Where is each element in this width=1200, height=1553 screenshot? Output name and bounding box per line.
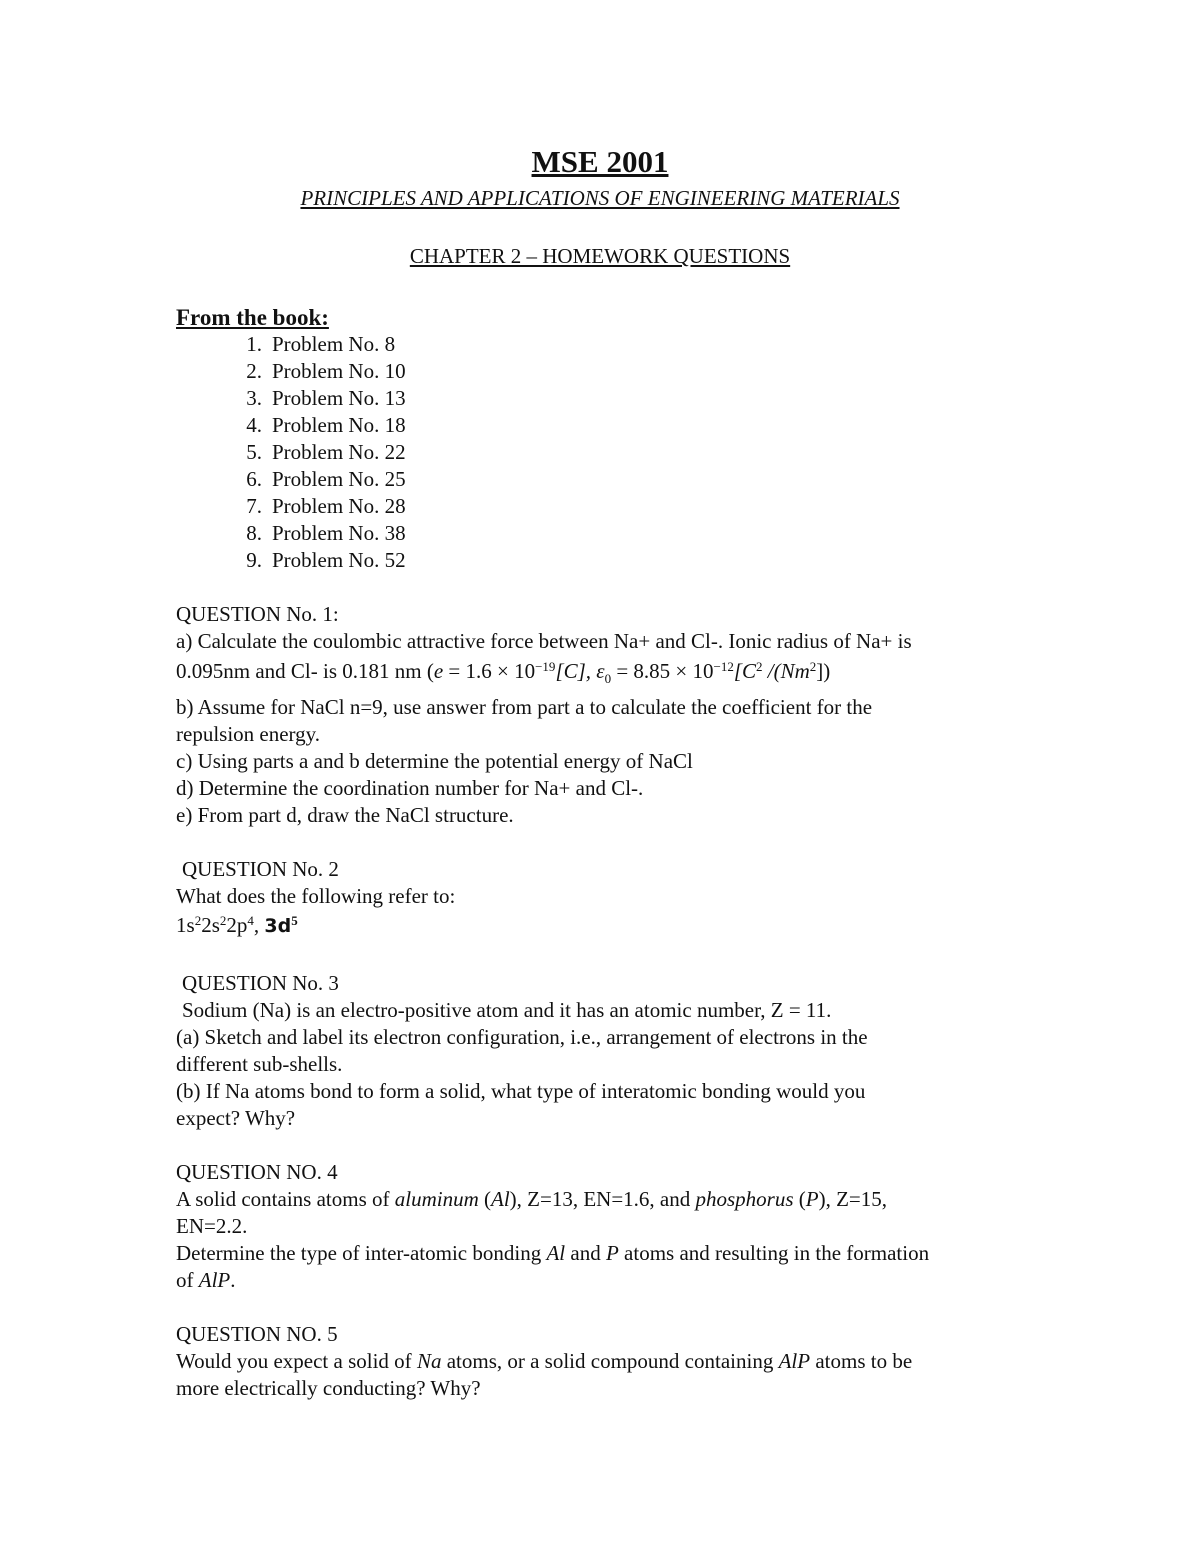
list-item: 6. Problem No. 25 [246, 467, 406, 491]
question-text: more electrically conducting? Why? [176, 1376, 481, 1400]
electron-configuration: $1s^22s^22p^4$, $3d^5$ [176, 912, 298, 937]
question-text: Would you expect a solid of Na atoms, or a solid compound containing AlP atoms to be [176, 1349, 913, 1373]
formula-variable: ε [596, 659, 605, 683]
question-heading: QUESTION No. 2 [182, 857, 339, 881]
question-heading: QUESTION No. 1: [176, 602, 339, 626]
question-text: d) Determine the coordination number for Na+ and Cl-. [176, 776, 644, 800]
question-text: b) Assume for NaCl n=9, use answer from part a to calculate the coefficient for the [176, 695, 873, 719]
list-item: 2. Problem No. 10 [246, 359, 406, 383]
question-text: e) From part d, draw the NaCl structure. [176, 803, 514, 827]
question-text: EN=2.2. [176, 1214, 248, 1238]
question-text: What does the following refer to: [176, 884, 456, 908]
course-code: MSE 2001 [531, 144, 669, 179]
list-item: 1. Problem No. 8 [246, 332, 396, 356]
question-text: a) Calculate the coulombic attractive force between Na+ and Cl-. Ionic radius of Na+ is [176, 629, 912, 653]
book-heading: From the book: [176, 305, 329, 330]
question-text: c) Using parts a and b determine the potential energy of NaCl [176, 749, 693, 773]
question-text: (b) If Na atoms bond to form a solid, what type of interatomic bonding would you [176, 1079, 866, 1103]
list-item: 4. Problem No. 18 [246, 413, 406, 437]
question-text: repulsion energy. [176, 722, 321, 746]
question-text: A solid contains atoms of aluminum (Al), Z=13, EN=1.6, and phosphorus (P), Z=15, [176, 1187, 888, 1211]
question-heading: QUESTION No. 3 [182, 971, 339, 995]
question-text: of AlP. [176, 1268, 236, 1292]
question-heading: QUESTION NO. 5 [176, 1322, 338, 1346]
question-text: expect? Why? [176, 1106, 296, 1130]
question-text: Determine the type of inter-atomic bonding Al and P atoms and resulting in the formation [176, 1241, 930, 1265]
question-text: Sodium (Na) is an electro-positive atom and it has an atomic number, Z = 11. [182, 998, 832, 1022]
question-text: (a) Sketch and label its electron configuration, i.e., arrangement of electrons in the [176, 1025, 868, 1049]
list-item: 7. Problem No. 28 [246, 494, 406, 518]
question-text: different sub-shells. [176, 1052, 343, 1076]
chapter-title: CHAPTER 2 – HOMEWORK QUESTIONS [409, 244, 791, 268]
question-formula-line: 0.095nm and Cl- is 0.181 nm ($e = 1.6 \times 10^{-19}[C]$, $\varepsilon_0 = 8.85 \times 10^{-12}[C^2$ /(Nm$^2$]) [176, 658, 831, 687]
formula-variable: e [433, 659, 444, 683]
list-item: 5. Problem No. 22 [246, 440, 406, 464]
course-title: PRINCIPLES AND APPLICATIONS OF ENGINEERING MATERIALS [300, 186, 900, 210]
question-heading: QUESTION NO. 4 [176, 1160, 338, 1184]
list-item: 3. Problem No. 13 [246, 386, 406, 410]
list-item: 9. Problem No. 52 [246, 548, 406, 572]
list-item: 8. Problem No. 38 [246, 521, 406, 545]
